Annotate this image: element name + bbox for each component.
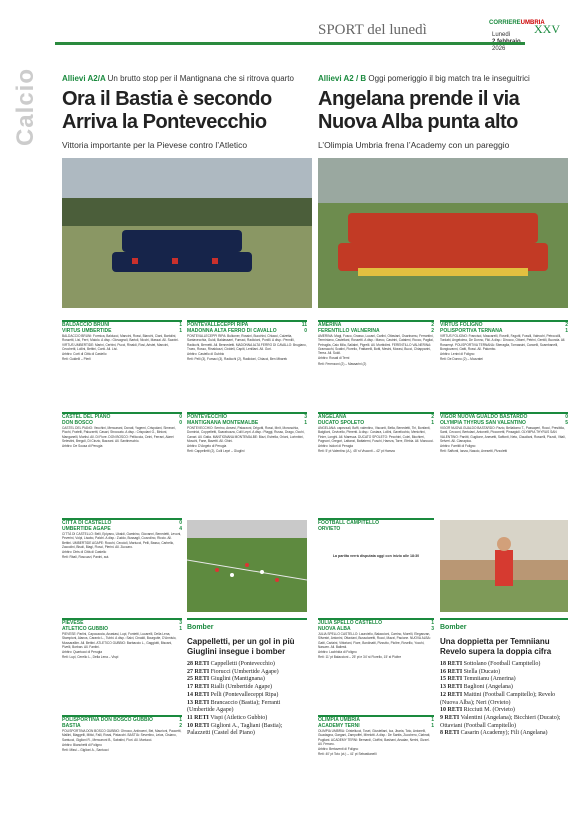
- match-photo-image: [187, 520, 307, 612]
- match-card: PIEVESE 3 ATLETICO GUBBIO 1 PIEVESE: Parlini, Capocaccia, Anastasi, Lupi, Fontetti, Lucarelli, Della Lena, Stampioni, Alanos, Caranlo L., Tubbi. A disp.: Salvi, Cinaldi, Bourguite, D'Annisio, Mussarallim. All. Bettini. ATLETICO GUBBIO: Barbaccio L., Gaggiotti, Biscani, Pivelli, Borban. All. Fantini. Arbitro: Quartucci di Perugia Reti: Lupi, Cerello L., Della Lena – Vispi: [62, 620, 182, 660]
- team-photo-left-image: [62, 158, 312, 308]
- match-card: VIRTUS FOLIGNO 2 POLISPORTIVA TERNANA 1 VIRTUS FOLIGNO: Francisci, Mascarelli, Rovelli, Fagotti, Fossili, Valecchi, Petroccilli, Tordabi, Angeloimo, De Donno, Fiki. A disp.: Dirocco, Ottomi, Petrini, Gentili, Buonda. All. Rossenyi. POLISPORTIVA TERNANA: Sberaglia, Tomassini, Cancelli, Scambanelli, Bongiovanni, Gatti, Rossi. All. Palumbo. Arbitro: Lenini di Foligno Reti: De Donno (2) – Mozzatei: [440, 322, 568, 362]
- right-headline: Angelana prende il via Nuova Alba punta alto: [318, 88, 520, 133]
- match-card: CASTEL DEL PIANO 0 DON BOSCO 0 CASTEL DEL PIANO: Vecchini, Mencarani, Donati, Yagemi, Crispolani, Simeoni, Picchi, Fratelli, Paluzzetti, Casari, Stroccato. A disp.: Crispolani G., Binioni, Manganelli, Mortisi. All. Di Fiore. DON BOSCO: Pellicccia, Ceini, Ferrani, Alarei Selestini, Bregoli, Di Cinzio, Bazzani. All. Santineschio. Arbitro: De Sousa di Perugia: [62, 414, 182, 449]
- bomber-box-right: [440, 618, 568, 798]
- player-photo-image: [440, 520, 568, 612]
- bomber-title: Cappelletti, per un gol in più Giuglini insegue i bomber: [187, 637, 295, 656]
- newspaper-logo: CORRIEREUMBRIA: [489, 20, 545, 26]
- bomber-label: Bomber: [440, 624, 467, 631]
- team-photo-right: [318, 158, 568, 308]
- issue-date: Lunedì 2026: [492, 32, 511, 52]
- match-card: OLIMPIA UMBRIA 1 ACADEMY TERNI 1 OLIMPIA UMBRIA: Cristellucci, Tosei, Giustellani, Ica, Jbaria, Toto, Antonelli, Guadagna, Gargani, Zampoffel, Mirelotti. A disp.: De Santis, Zucchero, Ciabrati, Pugilani. ACADEMY TERNI: Bernardi, Cioffini, Bashani, Arsalan, Nerini, Gizzel. All. Ferraro. Arbitro: Bertaventi di Foligno Reti: 40’ pt Toto (ct.) – 41’ pt Sebastianelli: [318, 717, 434, 757]
- match-card: PONTEVALLECEPPI RIPA 11 MADONNA ALTA FERRO DI CAVALLO 0 PONTEVALLECEPPI RIPA: Bulkoner, Rossini, Bucchini, Chiacci, Calzetta, Santavecchia, Guidi, Baldassarri, Fumaci, Radicioni, Ponilli. A disp.: Pennilli, Radicchi, Bernetti. All. Bennedetti. MADONNA ALTA FERRO DI CAVALLO: Brugiano, Trueo, Rosso, Rinaldozzi, Cividell, Capiti, Lenillani. All. Gori. Arbitro: Castello di Gubbio Reti: Pelli (3), Fumaci (3), Radicchi (2), Radicioni, Chiacci, Ben Mbarek: [187, 322, 307, 362]
- header-rule: [55, 42, 525, 45]
- team-photo-right-image: [318, 158, 568, 308]
- player-photo: [440, 520, 568, 612]
- match-card: ANGELANA 2 DUCATO SPOLETO 1 ANGELANA: capezzali, Boffi, valentino, Visconti, Bella, Benedetti, Tiri, Bonfanti, Baiglioni, Cevicello, Pimenti. A disp.: Costara, Lollini, Gavelicchio, Menichini, Finier, Longhi. All. Maresca. DUCATO SPOLETO: Pecchini, Colei, Bicchieri, Pagnoni, Gregori, Lattanzi, Battaterni, Fuschi, Hamza, Torre, Efebia. All. Marcucci. Arbitro: Isidori di Perugia Reti: 5’ pt Valentino (A.), 45’ st Visconti – 42’ pt Hamza: [318, 414, 434, 454]
- right-subhead: L’Olimpia Umbria frena l’Academy con un pareggio: [318, 140, 510, 150]
- page-number: XXV: [534, 22, 560, 36]
- team-photo-left: [62, 158, 312, 308]
- bomber-box-left: [187, 618, 307, 798]
- match-card: POLISPORTINA DON BOSCO GUBBIO 1 BASTIA 2 POLISPORTINA DON BOSCO GUBBIO: Ohnoco, Antinoeni, Bei, Maurioni, Paucetti, Mallini, Biaggelli, Mitici, Falli, Rossi, Pistacchi. BASTIA: Severlino, Leiva, Cisiano, Santucci, Giglioni R., Mencaroni B., Sabatini, Flori. All. Mariucci. Arbitro: Bianchetti di Foligno Reti: Missi – Giglioni A., Santucci: [62, 717, 182, 753]
- match-card: CITTÀ DI CASTELLO 0 UMBERTIDE AGAPE 4 CITTÀ DI CASTELLO: Belli, Epiyanu, Ubaldi, Gambino, Giovanni, Benedetti, Levoni, Peverini, Volpi, Lisabo, Palchi. A disp.: Zuddo, Bussagli, Cozzolino, Riccio. All. Bettini. UMBERTIDE AGAPE: Rocchi, Ceccioli, Mariucci, Pelli, Basso, Carbello, Zaccolini, Bisoli, Biagi, Flosci, Pierini. All. Zuccaro. Arbitro: Dirts di Città di Castello Reti: Rbali, Roscuzzi, Panini, aut.: [62, 520, 182, 560]
- left-headline: Ora il Bastia è secondo Arriva la Pontevecchio: [62, 88, 272, 133]
- match-card: VIGOR NUOVA GUALDO BASTARDO 0 OLYMPIA THYRUS SAN VALENTINO 5 VIGOR NUOVA GUALDO BASTARDO: Pazio, Bellaliomo T., Passaperi, Rocci, Presiblia, Santi, Cecconi, Bertolani, Antonelli, Picconetti, Pinsagioli. OLYMPIA THYRUS SAN VALENTINO: Panitti, Guglione, Anesetti, Saffonti, Neto, Claudiani, Rosselli, Pizzoli, Vitali, Selveri. All. Cianapica. Arbitro: Farritili di Foligno Reti: Saffonti, Ianza, Nasoio, Anesetti, Pizzoletti: [440, 414, 568, 454]
- bomber-title: Una doppietta per Temniianu Revelo supera la doppia cifra: [440, 637, 552, 656]
- section-side-label: Calcio: [12, 68, 39, 147]
- match-card: BALDACCIO BRUNI 1 VIRTUS UMBERTIDE 1 BALDACCIO BRUNI: Formica, Balducci, Mancini, Rossi, Bianchi, Ciani, Bartolini, Rossetti, Lisi, Ferri, Maiolo. A disp.: Giovagnoli, Bartoli, Nicchi, Massai. All. Scavini. VIRTUS UMBERTIDE: Marini, Cerbini, Pucci, Rinaldi, Rosi, Aristei, Mancini, Cecchetti, Lollini, Bettini, Conti. All. Lisi. Arbitro: Corti di Città di Castello Reti: Guidelli – Pierli: [62, 322, 182, 362]
- right-kicker: Allievi A2 / B Oggi pomeriggio il big match tra le inseguitrici: [318, 74, 530, 83]
- match-card: FOOTBALL CAMPITELLO ORVIETO La partita verrà disputata oggi con inizio alle 18:30: [318, 520, 420, 558]
- match-card: JULIA SPELLO CASTELLO 1 NUOVA ALBA 3 JULIA SPELLO CASTELLO: Laurciello, Balaccioni, Carrino, Morelli, Eleganzan, Silvestri, Antonini, Ottaviani, Bussolaretti, Rucci, Mazzi, Pacione. NUOVA ALBA: Gatti, Carlaini, Vittoriani, Fiore, Bordinatti, Pizzutto, Pioltre, Rovellic, Yocchi, Nasuen. All. Ballesti. Arbitro: Lachhida di Foligno Reti: 11’ pt Balaccioni – 25’ pt e 34’ st Fiorello, 15’ st Pioltre: [318, 620, 434, 660]
- bomber-ranking: 18 RETI Sottolano (Football Campitello) 16 RETI Stella (Ducato) 15 RETI Temniianu (Amerina) 13 RETI Baglioni (Angelana) 12 RETI Maitini (Football Campitello); Revelo (Nuova Alba); Neri (Orvieto) 10 RETI Ricciuti M. (Orvieto) 9 RETI Valentini (Angelana); Bicchieri (Ducato); Ottaviani (Football Campitello) 8 RETI Casarin (Academy); Fili (Angelana): [440, 661, 561, 737]
- left-kicker: Allievi A2/A Un brutto stop per il Mantignana che si ritrova quarto: [62, 74, 294, 83]
- match-photo: [187, 520, 307, 612]
- match-card: AMERINA 2 FERENTILLO VALNERINA 2 AMERINA: Magi, Fusco, Grasso, Lucani, Carlini, Ottaviani, Osarinamu, Ferrantini, Terminiano, Castellani, Rossetti. A disp.: Marco, Castrini, Cataleni, Rocco, Pagliai, Petrugila, Caio Mila, Saliabri, Pigrelli. All. Morbidimi. FERENTILLO VALNERINA: Gramacchi, Scatini, Fiorello, Frattarelli, Botti, Mesini, Morasi, Bucci, Chiapparini, Terea. All. Soldi. Arbitro: Rosati di Terni Reti: Ferenzoni (2) – Massarini (2): [318, 322, 434, 366]
- match-card: PONTEVECCHIO 3 MANTIGNANA MONTEMALBE 1 PONTEVECCHIO: Serrino, Ansesl, Palazzoni, Drigotti, Rossi, Mnit, Monoschia, Dominici, Coppelletti, Scarabuzza, Colli Lepri. A disp.: Piaggi, Russo, Drago, Occhi, Canari. All. Gatia. MANTIGNANA MONTEMALBE: Bizzi, Estrella, Orioni, Lorimbini, Moschi, Fane, Bavetti. All. Ghini. Arbitro: D'Angelo di Perugia Reti: Cappelletti (2), Colli Lepri – Giuglini: [187, 414, 307, 454]
- bomber-ranking: 28 RETI Cappelletti (Pontevecchio) 27 RETI Fiorucci (Umbertide Agape) 25 RETI Giuglini (Mantignana) 17 RETI Rialli (Umbertide Agape) 14 RETI Pelli (Pontevalleceppi Ripa) 13 RETI Brancaccio (Bastia); Ferranti (Umbertide Agape) 11 RETI Vispi (Atletico Gubbio) 10 RETI Giglioni A., Tagliani (Bastia); Palazzetti (Castel del Piano): [187, 661, 283, 737]
- section-title: SPORT del lunedì: [318, 22, 427, 38]
- bomber-label: Bomber: [187, 624, 214, 631]
- left-subhead: Vittoria importante per la Pievese contro l’Atletico: [62, 140, 248, 150]
